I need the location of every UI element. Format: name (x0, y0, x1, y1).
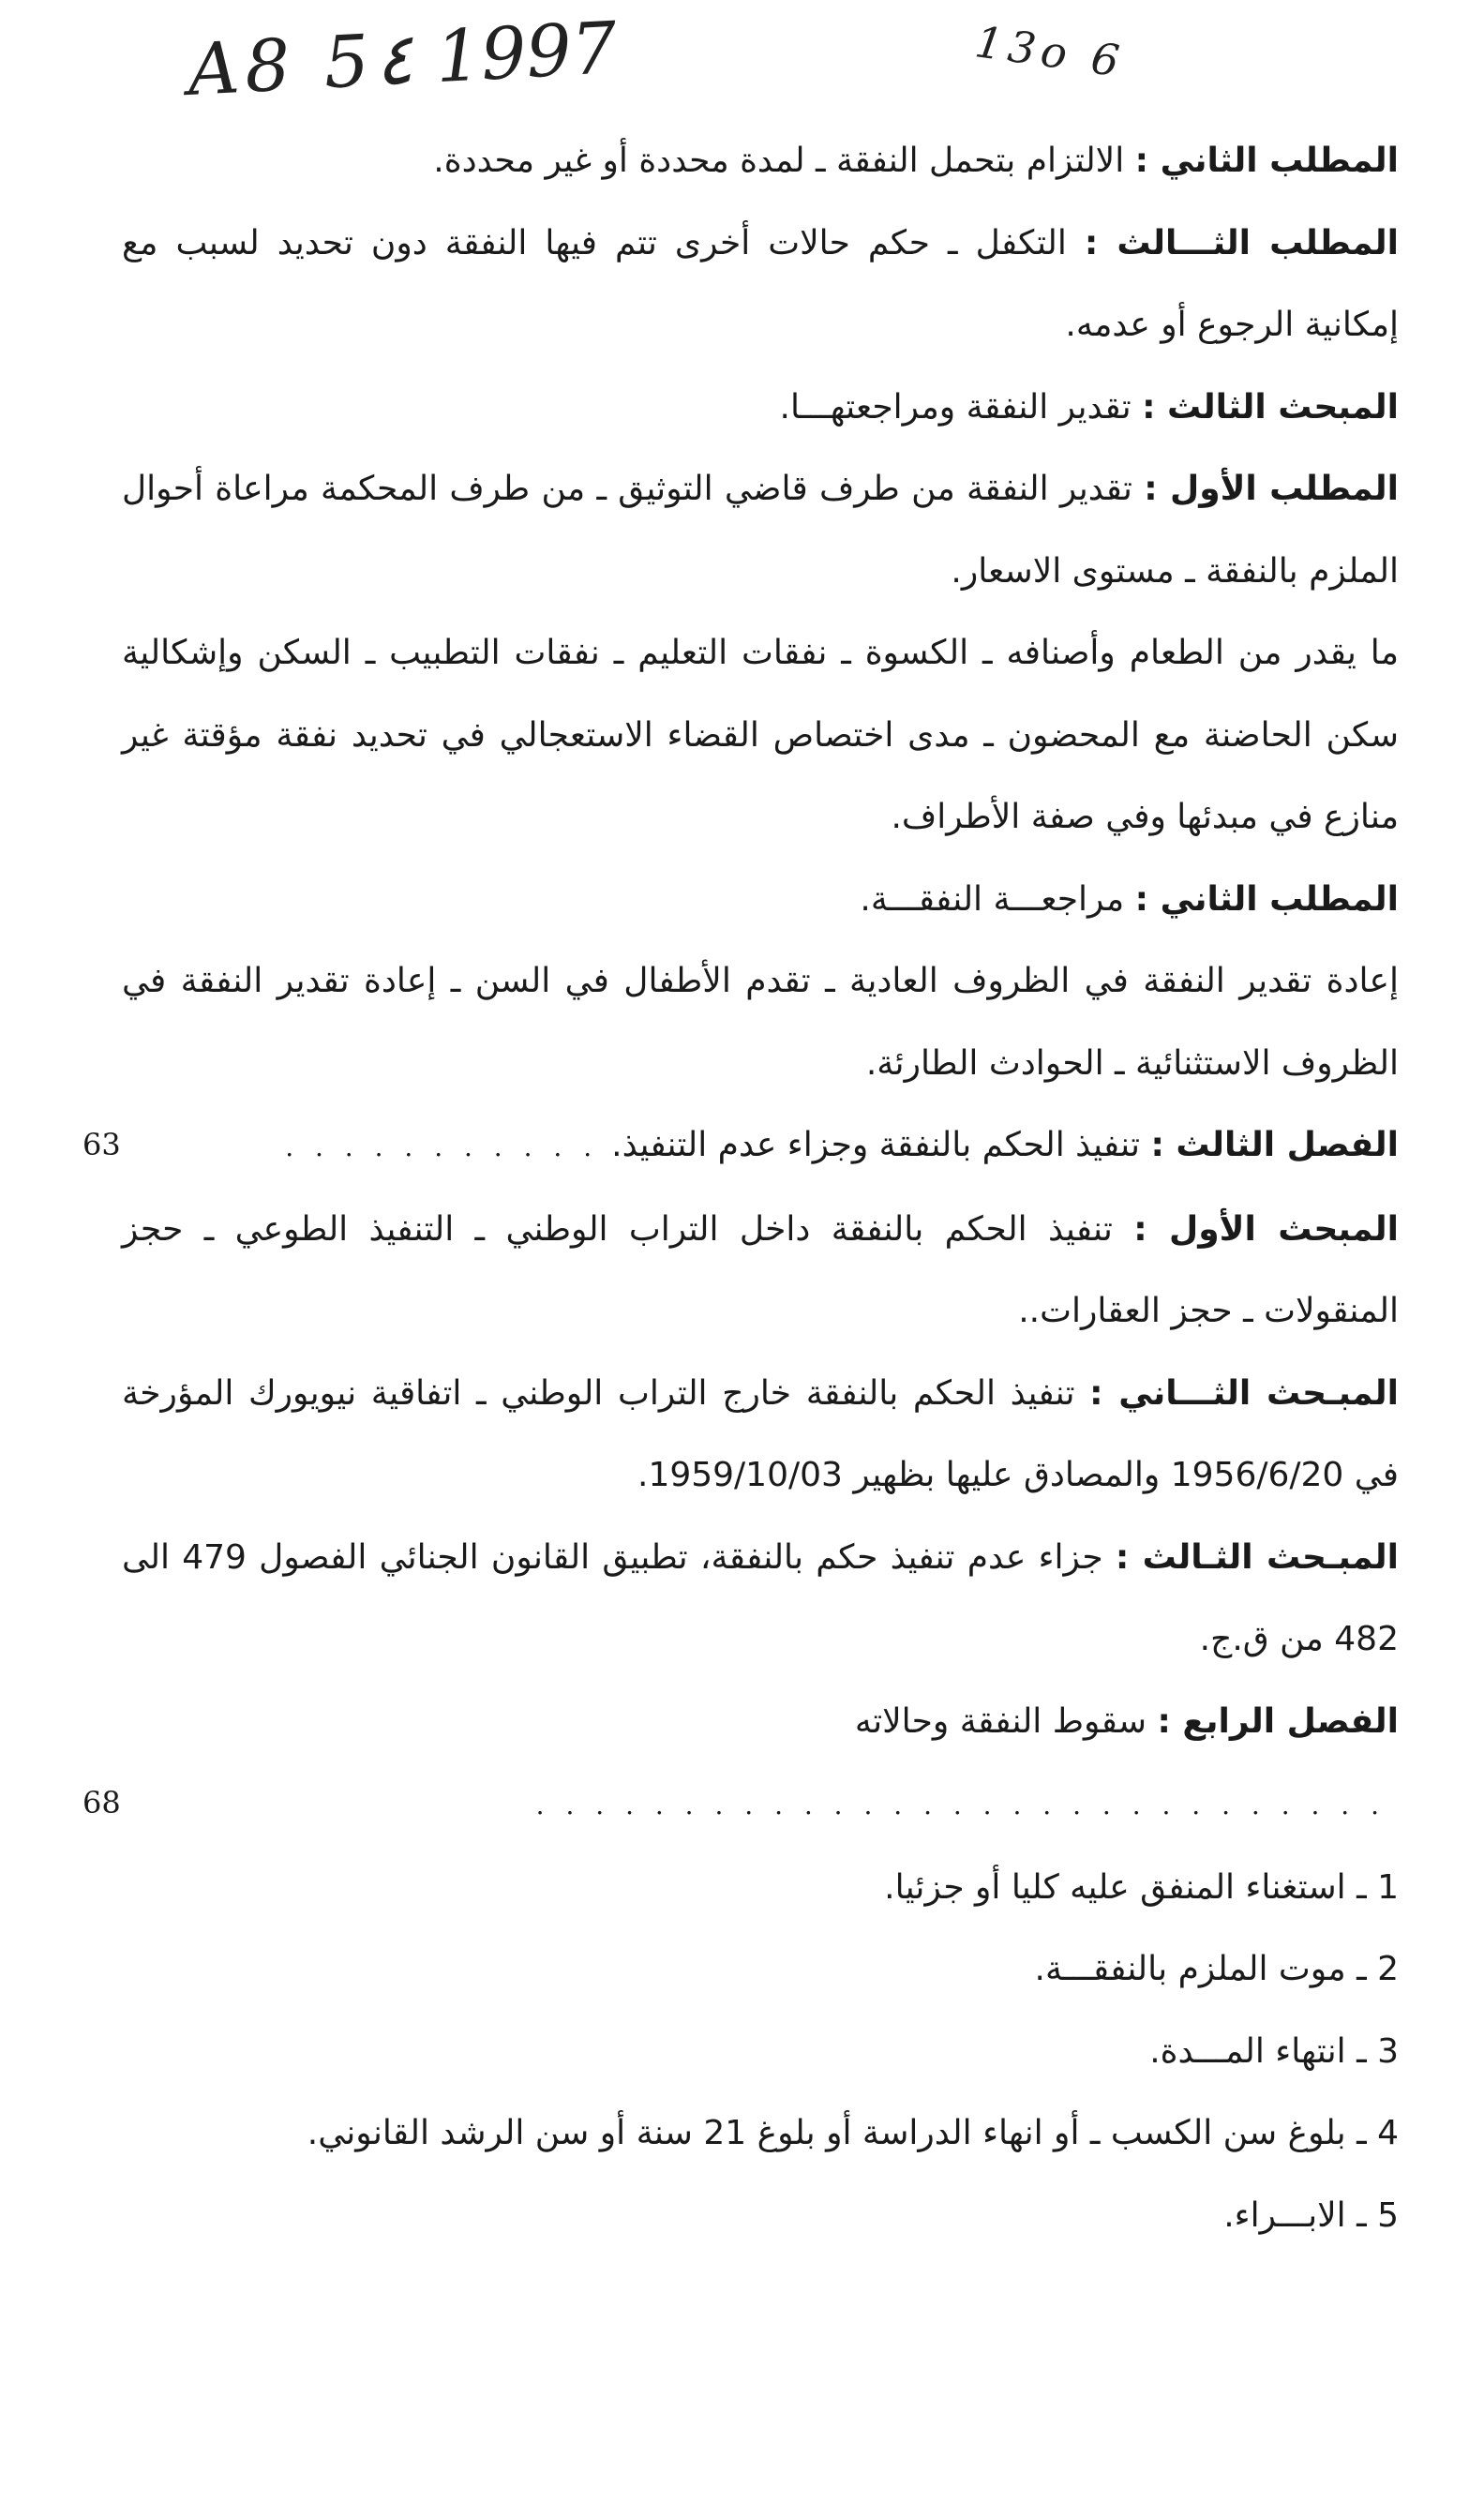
document-page (82, 120, 1400, 2256)
section-line (122, 1517, 1399, 1681)
section-line (122, 367, 1399, 449)
page-number: 63 (82, 1127, 121, 1162)
leader-dots: . . . . . . . . . . . . . . . . . . . . . . . . . . . . . (535, 1790, 1386, 1820)
section-heading: المبـحث الثـالث : (1115, 1537, 1399, 1577)
list-item (122, 1847, 1399, 1929)
section-text: التكفل ـ حكم حالات أخرى تتم فيها النفقة دون تحديد لسبب مع إمكانية الرجوع أو عدمه. (122, 223, 1399, 344)
chapter-heading: الفصل الرابع : (1157, 1701, 1399, 1741)
list-item (122, 1928, 1399, 2011)
paragraph (122, 940, 1399, 1104)
chapter-title: سقوط النفقة وحالاته (854, 1701, 1158, 1741)
leader-dots: . . . . . . . . . . . (285, 1131, 599, 1162)
section-text: تنفيذ الحكم بالنفقة خارج التراب الوطني ـ اتفاقية نيويورك المؤرخة في 1956/6/20 والمصادق عليها بظهير 1959/10/03. (122, 1373, 1399, 1494)
list-item-text: 2 ـ موت الملزم بالنفقـــة. (1034, 1950, 1399, 1988)
page-number: 68 (82, 1785, 121, 1820)
list-item (122, 2092, 1399, 2175)
list-item (122, 2011, 1399, 2093)
paragraph (122, 612, 1399, 859)
section-text: تقدير النفقة من طرف قاضي التوثيق ـ من طرف المحكمة مراعاة أحوال الملزم بالنفقة ـ مستوى الاسعار. (122, 470, 1399, 591)
section-heading: المبحث الثالث : (1142, 387, 1399, 427)
toc-entry (82, 1681, 1399, 1847)
section-text: الالتزام بتحمل النفقة ـ لمدة محددة أو غير محددة. (433, 142, 1135, 180)
section-line (122, 1353, 1399, 1517)
paragraph-text: إعادة تقدير النفقة في الظروف العادية ـ تقدم الأطفال في السن ـ إعادة تقدير النفقة في الظروف الاستثنائية ـ الحوادث الطارئة. (122, 962, 1399, 1083)
section-text: مراجعـــة النفقـــة. (860, 879, 1135, 919)
section-heading: المطلب الأول : (1144, 470, 1399, 508)
list-item-text: 5 ـ الابـــراء. (1223, 2195, 1399, 2235)
list-item (122, 2175, 1399, 2257)
section-heading: المبحث الأول : (1133, 1209, 1399, 1249)
section-heading: المبـحث الثـــاني : (1089, 1373, 1400, 1413)
section-line (122, 448, 1399, 612)
section-line (122, 120, 1399, 202)
paragraph-text: ما يقدر من الطعام وأصنافه ـ الكسوة ـ نفقات التعليم ـ نفقات التطبيب ـ السكن وإشكالية سكن الحاضنة مع المحضون ـ مدى اختصاص القضاء الاستعجالي في تحديد نفقة مؤقتة غير منازع في مبدئها وفي صفة الأطراف. (122, 634, 1399, 836)
chapter-heading: الفصل الثالث : (1150, 1126, 1399, 1164)
list-item-text: 1 ـ استغناء المنفق عليه كليا أو جزئيا. (884, 1867, 1399, 1907)
list-item-text: 4 ـ بلوغ سن الكسب ـ أو انهاء الدراسة أو بلوغ 21 سنة أو سن الرشد القانوني. (307, 2114, 1399, 2152)
chapter-title: تنفيذ الحكم بالنفقة وجزاء عدم التنفيذ. (611, 1126, 1151, 1164)
section-text: تنفيذ الحكم بالنفقة داخل التراب الوطني ـ التنفيذ الطوعي ـ حجز المنقولات ـ حجز العقارات.. (122, 1209, 1399, 1330)
toc-entry (82, 1104, 1399, 1189)
section-heading: المطلب الثاني : (1134, 879, 1399, 919)
section-text: جزاء عدم تنفيذ حكم بالنفقة، تطبيق القانون الجنائي الفصول 479 الى 482 من ق.ج. (122, 1537, 1399, 1658)
section-line (122, 202, 1399, 367)
section-heading: المطلب الثـــالث : (1084, 223, 1399, 262)
handwritten-annotation-left: A8 5٤ 1997 (185, 6, 620, 112)
list-item-text: 3 ـ انتهاء المـــدة. (1149, 2031, 1399, 2071)
section-text: تقدير النفقة ومراجعتهـــا. (779, 387, 1143, 427)
section-line (122, 859, 1399, 941)
handwritten-annotation-right: 13o 6 (972, 16, 1129, 87)
section-heading: المطلب الثاني : (1134, 142, 1399, 180)
section-line (122, 1189, 1399, 1353)
